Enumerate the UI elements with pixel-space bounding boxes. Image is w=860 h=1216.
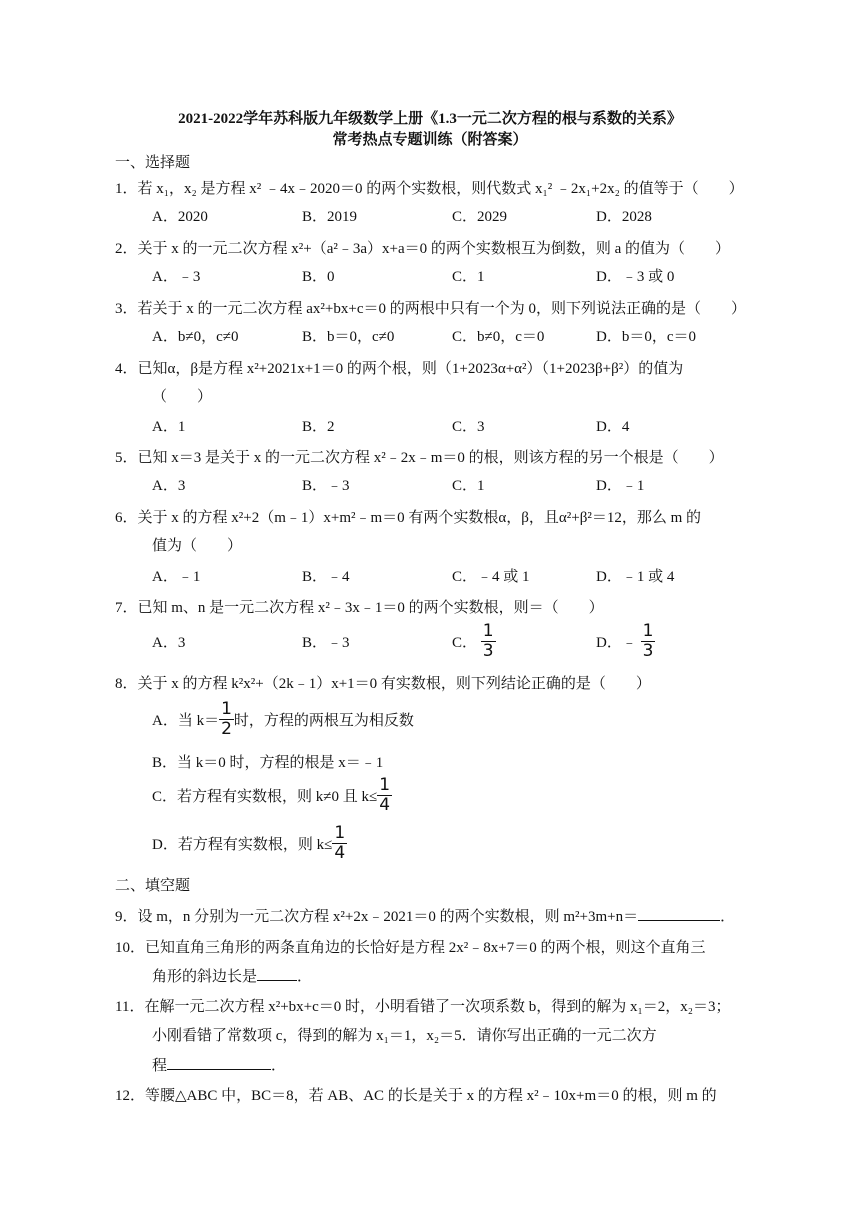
question-11: 11．在解一元二次方程 x²+bx+c＝0 时，小明看错了一次项系数 b，得到的解为 x₁＝2，x₂＝3；: [115, 999, 731, 1015]
q7-option-d-label: D．﹣: [596, 635, 637, 651]
section-choice: 一、选择题: [115, 155, 191, 171]
fraction-denominator: 3: [642, 641, 654, 661]
question-11-end: ．: [271, 1058, 287, 1074]
fraction-numerator: 1: [221, 699, 232, 719]
q8-option-a-post: 时，方程的两根互为相反数: [233, 713, 414, 729]
q8-option-a-fraction: [219, 700, 234, 739]
question-8: 8．关于 x 的方程 k²x²+（2k﹣1）x+1＝0 有实数根，则下列结论正确的是（ ）: [115, 676, 651, 692]
q10-answer-blank[interactable]: [257, 964, 297, 981]
question-11-cont: 小刚看错了常数项 c，得到的解为 x₁＝1，x₂＝5．请你写出正确的一元二次方: [152, 1028, 657, 1044]
question-1: 1．若 x₁，x₂ 是方程 x² ﹣4x﹣2020＝0 的两个实数根，则代数式 x₁² ﹣2x₁+2x₂ 的值等于（ ）: [115, 181, 744, 197]
q9-answer-blank[interactable]: [638, 904, 720, 921]
q4-option-b: B．2: [302, 419, 335, 435]
q8-option-d-pre: D．若方程有实数根，则 k≤: [152, 837, 333, 853]
q8-option-c-pre: C．若方程有实数根，则 k≠0 且 k≤: [152, 789, 378, 805]
q1-option-d: D．2028: [596, 209, 652, 225]
q8-option-a-pre: A．当 k＝: [152, 713, 220, 729]
q7-option-a: A．3: [152, 635, 186, 651]
q7-option-d: [596, 622, 655, 661]
q1-option-c: C．2029: [452, 209, 508, 225]
question-5: 5．已知 x＝3 是关于 x 的一元二次方程 x²﹣2x﹣m＝0 的根，则该方程的另一个根是（ ）: [115, 450, 724, 466]
fraction-numerator: 1: [482, 621, 494, 641]
doc-title-line2: 常考热点专题训练（附答案）: [332, 132, 528, 148]
q7-option-c-label: C．: [452, 635, 478, 651]
q3-option-b: B．b＝0，c≠0: [302, 329, 395, 345]
q5-option-c: C．1: [452, 478, 485, 494]
question-2: 2．关于 x 的一元二次方程 x²+（a²﹣3a）x+a＝0 的两个实数根互为倒数，则 a 的值为（ ）: [115, 241, 731, 257]
section-fill: 二、填空题: [115, 878, 191, 894]
q8-option-d: [152, 824, 347, 863]
q8-option-d-fraction: [332, 824, 347, 863]
fraction-numerator: 1: [334, 823, 346, 843]
q2-option-c: C．1: [452, 269, 485, 285]
q8-option-c: [152, 776, 392, 815]
question-11-cont2: [152, 1053, 286, 1075]
q7-option-c-fraction: [481, 622, 496, 661]
question-9-end: ．: [720, 909, 736, 925]
question-10-end: ．: [297, 969, 313, 985]
q1-option-b: B．2019: [302, 209, 358, 225]
q2-option-d: D．﹣3 或 0: [596, 269, 675, 285]
fraction-denominator: 4: [379, 795, 391, 815]
question-11-cont2-text: 程: [152, 1058, 168, 1074]
q6-option-b: B．﹣4: [302, 569, 350, 585]
q4-answer-paren: （ ）: [152, 389, 213, 405]
q3-option-a: A．b≠0，c≠0: [152, 329, 239, 345]
q4-option-c: C．3: [452, 419, 485, 435]
question-7: 7．已知 m、n 是一元二次方程 x²﹣3x﹣1＝0 的两个实数根，则＝（ ）: [115, 600, 604, 616]
fraction-denominator: 4: [334, 843, 346, 863]
q7-option-b: B．﹣3: [302, 635, 350, 651]
question-10-cont-text: 角形的斜边长是: [152, 969, 258, 985]
question-3: 3．若关于 x 的一元二次方程 ax²+bx+c＝0 的两根中只有一个为 0，则下列说法正确的是（ ）: [115, 301, 746, 317]
q5-option-a: A．3: [152, 478, 186, 494]
question-10-cont: [152, 964, 312, 986]
q4-option-d: D．4: [596, 419, 630, 435]
question-12: 12．等腰△ABC 中，BC＝8，若 AB、AC 的长是关于 x 的方程 x²﹣10x+m＝0 的根，则 m 的: [115, 1088, 717, 1104]
question-6: 6．关于 x 的方程 x²+2（m﹣1）x+m²﹣m＝0 有两个实数根α，β，且α²+β²＝12，那么 m 的: [115, 510, 702, 526]
q5-option-d: D．﹣1: [596, 478, 645, 494]
q1-option-a: A．2020: [152, 209, 208, 225]
question-4: 4．已知α，β是方程 x²+2021x+1＝0 的两个根，则（1+2023α+α²）（1+2023β+β²）的值为: [115, 361, 684, 377]
fraction-numerator: 1: [379, 775, 391, 795]
q3-option-c: C．b≠0，c＝0: [452, 329, 545, 345]
question-9: [115, 904, 735, 926]
q3-option-d: D．b＝0，c＝0: [596, 329, 696, 345]
fraction-denominator: 3: [482, 641, 494, 661]
q4-option-a: A．1: [152, 419, 186, 435]
question-9-text: 9．设 m，n 分别为一元二次方程 x²+2x﹣2021＝0 的两个实数根，则 m²+3m+n＝: [115, 909, 639, 925]
q11-answer-blank[interactable]: [167, 1053, 271, 1070]
q7-option-d-fraction: [641, 622, 656, 661]
q7-option-c: [452, 622, 496, 661]
fraction-denominator: 2: [221, 719, 232, 739]
q6-option-c: C．﹣4 或 1: [452, 569, 530, 585]
q2-option-b: B．0: [302, 269, 335, 285]
q8-option-a: [152, 700, 414, 739]
q6-option-a: A．﹣1: [152, 569, 201, 585]
doc-title-line1: 2021-2022学年苏科版九年级数学上册《1.3一元二次方程的根与系数的关系》: [178, 111, 682, 127]
fraction-numerator: 1: [642, 621, 654, 641]
q8-option-b: B．当 k＝0 时，方程的根是 x＝﹣1: [152, 755, 384, 771]
question-6-cont: 值为（ ）: [152, 538, 243, 554]
q6-option-d: D．﹣1 或 4: [596, 569, 675, 585]
q2-option-a: A．﹣3: [152, 269, 201, 285]
question-10: 10．已知直角三角形的两条直角边的长恰好是方程 2x²﹣8x+7＝0 的两个根，则这个直角三: [115, 940, 706, 956]
q5-option-b: B．﹣3: [302, 478, 350, 494]
q8-option-c-fraction: [377, 776, 392, 815]
